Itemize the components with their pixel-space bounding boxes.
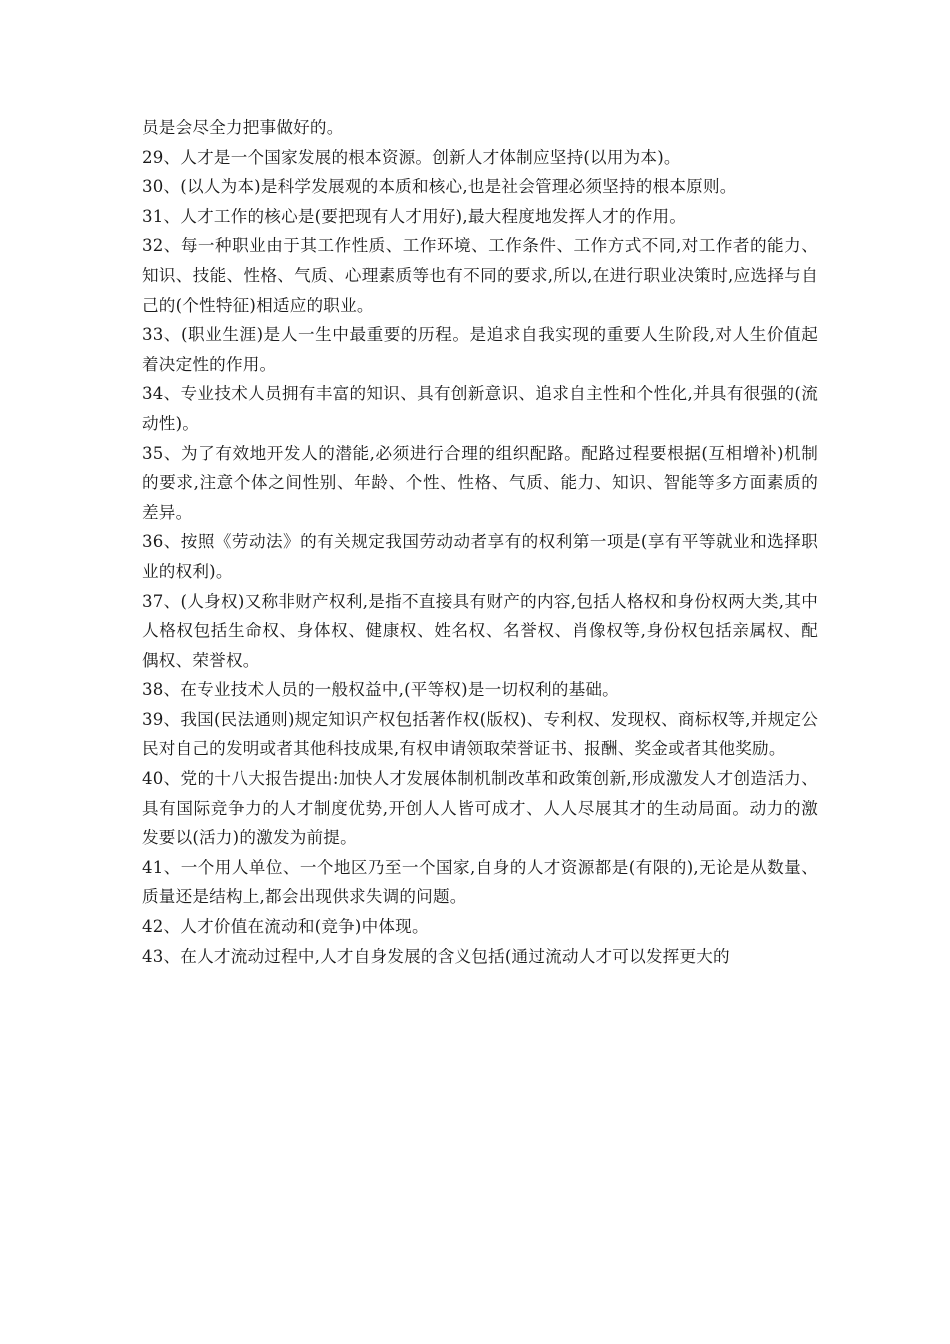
document-page: [142, 113, 818, 971]
paragraph-item-43: 43、在人才流动过程中,人才自身发展的含义包括(通过流动人才可以发挥更大的: [142, 946, 730, 966]
paragraph-item-33: 33、(职业生涯)是人一生中最重要的历程。是追求自我实现的重要人生阶段,对人生价值起着决定性的作用。: [142, 325, 818, 374]
paragraph-item-29: 29、人才是一个国家发展的根本资源。创新人才体制应坚持(以用为本)。: [142, 147, 681, 167]
paragraph-item-38: 38、在专业技术人员的一般权益中,(平等权)是一切权利的基础。: [142, 680, 619, 700]
paragraph-item-36: 36、按照《劳动法》的有关规定我国劳动动者享有的权利第一项是(享有平等就业和选择职业的权利)。: [142, 532, 818, 581]
paragraph-item-40: 40、党的十八大报告提出:加快人才发展体制机制改革和政策创新,形成激发人才创造活力、具有国际竞争力的人才制度优势,开创人人皆可成才、人人尽展其才的生动局面。动力的激发要以(活力)的激发为前提。: [142, 769, 818, 848]
paragraph-continuation: 员是会尽全力把事做好的。: [142, 118, 344, 137]
paragraph-item-39: 39、我国(民法通则)规定知识产权包括著作权(版权)、专利权、发现权、商标权等,并规定公民对自己的发明或者其他科技成果,有权申请领取荣誉证书、报酬、奖金或者其他奖励。: [142, 709, 818, 759]
paragraph-item-42: 42、人才价值在流动和(竞争)中体现。: [142, 917, 429, 937]
paragraph-item-31: 31、人才工作的核心是(要把现有人才用好),最大程度地发挥人才的作用。: [142, 206, 687, 226]
paragraph-item-41: 41、一个用人单位、一个地区乃至一个国家,自身的人才资源都是(有限的),无论是从数量、质量还是结构上,都会出现供求失调的问题。: [142, 857, 818, 907]
paragraph-item-35: 35、为了有效地开发人的潜能,必须进行合理的组织配路。配路过程要根据(互相增补)机制的要求,注意个体之间性别、年龄、个性、性格、气质、能力、知识、智能等多方面素质的差异。: [142, 443, 818, 522]
paragraph-item-32: 32、每一种职业由于其工作性质、工作环境、工作条件、工作方式不同,对工作者的能力、知识、技能、性格、气质、心理素质等也有不同的要求,所以,在进行职业决策时,应选择与自己的(个性特征)相适应的职业。: [142, 236, 818, 315]
paragraph-item-37: 37、(人身权)又称非财产权利,是指不直接具有财产的内容,包括人格权和身份权两大类,其中人格权包括生命权、身体权、健康权、姓名权、名誉权、肖像权等,身份权包括亲属权、配偶权、荣誉权。: [142, 591, 818, 670]
paragraph-item-34: 34、专业技术人员拥有丰富的知识、具有创新意识、追求自主性和个性化,并具有很强的(流动性)。: [142, 384, 818, 433]
paragraph-item-30: 30、(以人为本)是科学发展观的本质和核心,也是社会管理必须坚持的根本原则。: [142, 177, 737, 197]
